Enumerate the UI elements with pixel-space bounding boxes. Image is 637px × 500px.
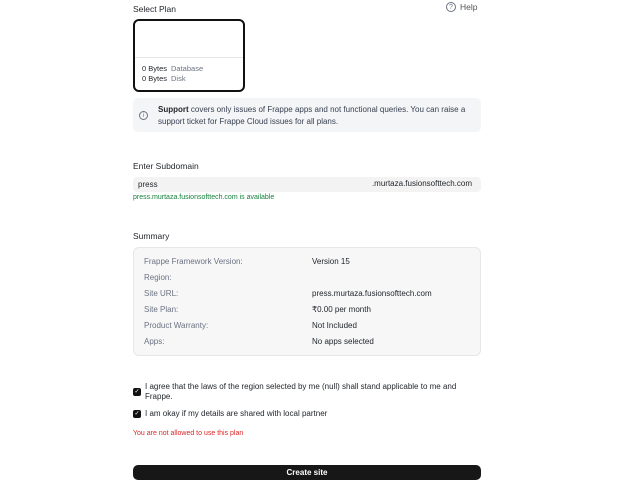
support-notice-strong: Support: [158, 105, 189, 114]
subdomain-field: [133, 177, 481, 192]
summary-label-warranty: Product Warranty:: [144, 321, 209, 330]
support-notice-body: covers only issues of Frappe apps and not functional queries. You can raise a support ticket for Frappe Cloud issues for all plans.: [158, 105, 466, 126]
subdomain-title: Enter Subdomain: [133, 161, 199, 171]
plan-error-message: You are not allowed to use this plan: [133, 430, 244, 437]
help-link[interactable]: [446, 2, 477, 12]
summary-label-version: Frappe Framework Version:: [144, 257, 243, 266]
plan-card-divider: [135, 57, 243, 58]
summary-label-site-plan: Site Plan:: [144, 305, 179, 314]
help-label: Help: [460, 2, 478, 12]
plan-database-value: 0 Bytes: [142, 64, 168, 73]
plan-database-label: Database: [171, 64, 204, 73]
agree-partner-label: I am okay if my details are shared with local partner: [145, 409, 328, 418]
summary-label-region: Region:: [144, 273, 172, 282]
agree-laws-label: I agree that the laws of the region selected by me (null) shall stand applicable to me and Frappe.: [145, 382, 457, 401]
plan-card[interactable]: [133, 19, 245, 92]
subdomain-input[interactable]: [138, 179, 358, 190]
summary-value-site-plan: ₹0.00 per month: [312, 305, 371, 314]
plan-database-row: [142, 64, 203, 73]
summary-panel: [133, 247, 481, 356]
support-notice: [133, 98, 481, 132]
summary-value-version: Version 15: [312, 257, 350, 266]
summary-title: Summary: [133, 231, 170, 241]
plan-disk-value: 0 Bytes: [142, 74, 168, 83]
select-plan-title: Select Plan: [133, 4, 176, 14]
summary-value-apps: No apps selected: [312, 337, 374, 346]
info-icon: i: [139, 111, 148, 120]
support-notice-text: [158, 104, 476, 128]
summary-label-apps: Apps:: [144, 337, 165, 346]
create-site-button[interactable]: Create site: [133, 465, 481, 480]
help-icon: ?: [446, 2, 456, 12]
plan-disk-row: [142, 74, 186, 83]
plan-disk-label: Disk: [171, 74, 186, 83]
subdomain-suffix: .murtaza.fusionsofttech.com: [371, 179, 472, 188]
summary-value-site-url: press.murtaza.fusionsofttech.com: [312, 289, 432, 298]
agree-laws-checkbox[interactable]: ✓: [134, 389, 140, 395]
summary-label-site-url: Site URL:: [144, 289, 179, 298]
subdomain-availability: press.murtaza.fusionsofttech.com is available: [133, 194, 275, 201]
summary-value-warranty: Not Included: [312, 321, 357, 330]
agree-partner-checkbox[interactable]: ✓: [134, 411, 140, 417]
